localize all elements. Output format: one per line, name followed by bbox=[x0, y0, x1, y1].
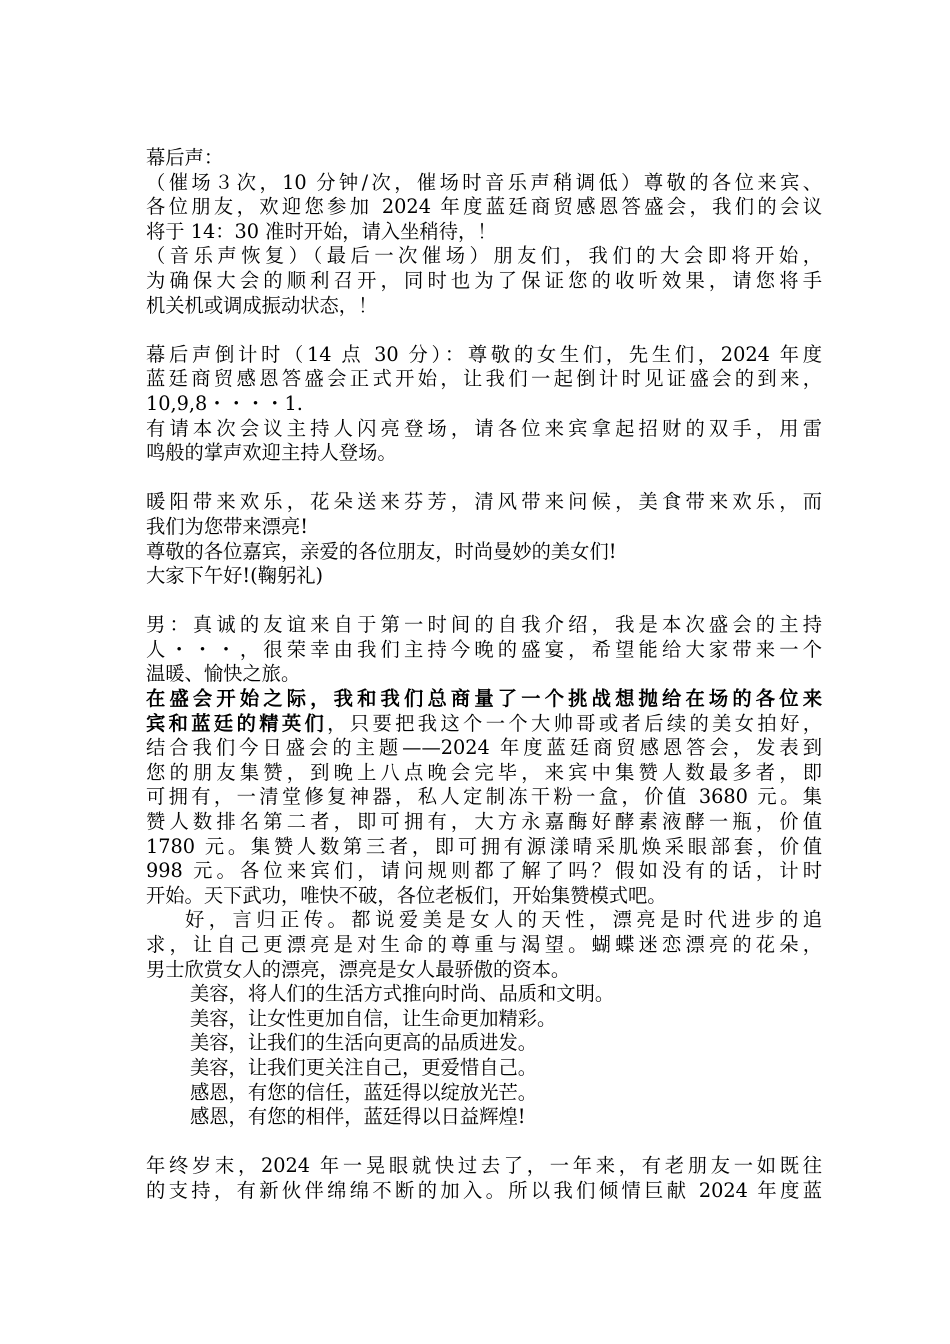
text-line: 幕后声倒计时（14 点 30 分）：尊敬的女生们，先生们，2024 年度 bbox=[146, 342, 822, 366]
text-line: 尊敬的各位嘉宾，亲爱的各位朋友，时尚曼妙的美女们! bbox=[146, 539, 617, 563]
text-line: 男：真诚的友谊来自于第一时间的自我介绍，我是本次盛会的主持 bbox=[146, 613, 822, 637]
text-line: 男士欣赏女人的漂亮，漂亮是女人最骄傲的资本。 bbox=[146, 957, 571, 981]
text-line: 我们为您带来漂亮! bbox=[146, 514, 308, 538]
text-line: 蓝廷商贸感恩答盛会正式开始，让我们一起倒计时见证盛会的到来， bbox=[146, 367, 822, 391]
text-line: 998 元。各位来宾们，请问规则都了解了吗？假如没有的话，计时 bbox=[146, 859, 822, 883]
blank-line bbox=[146, 1130, 822, 1155]
indented-text-line: 美容，让女性更加自信，让生命更加精彩。 bbox=[190, 1006, 557, 1030]
text-line: 温暖、愉快之旅。 bbox=[146, 662, 301, 686]
indented-text-line: 美容，让我们的生活向更高的品质进发。 bbox=[190, 1031, 538, 1055]
text-line: 开始。天下武功，唯快不破，各位老板们，开始集赞模式吧。 bbox=[146, 883, 667, 907]
text-line: 赞人数排名第二者，即可拥有，大方永嘉酶好酵素液酵一瓶，价值 bbox=[146, 810, 822, 834]
text-line: 结合我们今日盛会的主题——2024 年度蓝廷商贸感恩答会，发表到 bbox=[146, 736, 822, 760]
document-body bbox=[146, 146, 822, 1204]
bold-text-line: 在盛会开始之际，我和我们总商量了一个挑战想抛给在场的各位来 bbox=[146, 687, 822, 711]
text-line: 将于 14：30 准时开始，请入坐稍待，！ bbox=[146, 219, 497, 243]
text-line: 1780 元。集赞人数第三者，即可拥有源漾晴采肌焕采眼部套，价值 bbox=[146, 834, 822, 858]
blank-line bbox=[146, 466, 822, 491]
mixed-text-line bbox=[146, 712, 822, 737]
indented-text-line: 感恩，有您的相伴，蓝廷得以日益辉煌! bbox=[190, 1105, 526, 1129]
text-line: 鸣般的掌声欢迎主持人登场。 bbox=[146, 441, 397, 465]
text-line: 的支持，有新伙伴绵绵不断的加入。所以我们倾情巨献 2024 年度蓝 bbox=[146, 1178, 822, 1202]
text-line: 各位朋友，欢迎您参加 2024 年度蓝廷商贸感恩答盛会，我们的会议 bbox=[146, 195, 822, 219]
text-line: 10,9,8・・・・1. bbox=[146, 391, 303, 415]
text-line: 大家下午好!(鞠躬礼) bbox=[146, 564, 324, 588]
text-line: 为确保大会的顺利召开，同时也为了保证您的收听效果，请您将手 bbox=[146, 268, 822, 292]
text-line: 暖阳带来欢乐，花朵送来芬芳，清风带来问候，美食带来欢乐，而 bbox=[146, 490, 822, 514]
text-line: 有请本次会议主持人闪亮登场，请各位来宾拿起招财的双手，用雷 bbox=[146, 416, 822, 440]
text-line: （音乐声恢复）（最后一次催场）朋友们，我们的大会即将开始， bbox=[146, 244, 822, 268]
blank-line bbox=[146, 318, 822, 343]
blank-line bbox=[146, 589, 822, 614]
indented-text-line: 好，言归正传。都说爱美是女人的天性，漂亮是时代进步的追 bbox=[185, 908, 822, 932]
bold-text-segment: 宾和蓝廷的精英们 bbox=[146, 711, 328, 735]
indented-text-line: 美容，让我们更关注自己，更爱惜自己。 bbox=[190, 1055, 538, 1079]
text-line: 可拥有，一清堂修复神器，私人定制冻干粉一盒，价值 3680 元。集 bbox=[146, 785, 822, 809]
text-line: 幕后声： bbox=[146, 146, 224, 169]
text-line: 机关机或调成振动状态，！ bbox=[146, 293, 378, 317]
text-line: （催场３次，10 分钟/次，催场时音乐声稍调低）尊敬的各位来宾、 bbox=[146, 170, 822, 194]
text-line: 您的朋友集赞，到晚上八点晚会完毕，来宾中集赞人数最多者，即 bbox=[146, 760, 822, 784]
indented-text-line: 美容，将人们的生活方式推向时尚、品质和文明。 bbox=[190, 982, 615, 1006]
text-line: 年终岁末，2024 年一晃眼就快过去了，一年来，有老朋友一如既往 bbox=[146, 1154, 822, 1178]
text-line: 求，让自己更漂亮是对生命的尊重与渴望。蝴蝶迷恋漂亮的花朵， bbox=[146, 933, 822, 956]
text-line: 人・・・，很荣幸由我们主持今晚的盛宴，希望能给大家带来一个 bbox=[146, 637, 822, 661]
indented-text-line: 感恩，有您的信任，蓝廷得以绽放光芒。 bbox=[190, 1080, 538, 1104]
text-segment: ，只要把我这个一个大帅哥或者后续的美女拍好， bbox=[327, 711, 823, 735]
